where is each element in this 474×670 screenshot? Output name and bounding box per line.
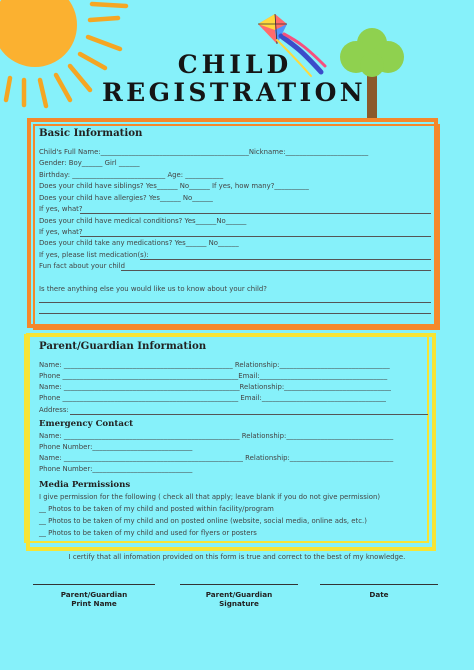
field-child-name[interactable]: Child's Full Name:___________________________________________Nickname:________________________: [39, 148, 369, 156]
field-allergies[interactable]: Does your child have allergies? Yes______ No______: [39, 194, 213, 202]
signature-line[interactable]: [180, 584, 298, 585]
field-parent2-phone[interactable]: Phone ___________________________________________________ Email:____________________________________: [39, 394, 386, 402]
field-parent1-phone[interactable]: Phone ___________________________________________________Email:_____________________________________: [39, 372, 388, 380]
field-parent1-name[interactable]: Name: _________________________________________________ Relationship:________________________________: [39, 361, 390, 369]
media-option-online[interactable]: __ Photos to be taken of my child and on posted online (website, social media, online ads, etc.): [39, 517, 367, 525]
medical-detail-line: [80, 236, 431, 237]
field-fun-fact[interactable]: Fun fact about your child: [39, 262, 125, 270]
anything-else-line-2: [39, 313, 431, 314]
print-name-label: [33, 590, 155, 608]
field-gender[interactable]: Gender: Boy______ Girl ______: [39, 159, 140, 167]
field-emergency2-phone[interactable]: Phone Number:_____________________________: [39, 465, 193, 473]
field-siblings[interactable]: Does your child have siblings? Yes______ No______ If yes, how many?__________: [39, 182, 309, 190]
medication-list-line: [140, 259, 431, 260]
address-line: [70, 414, 428, 415]
print-name-line[interactable]: [33, 584, 155, 585]
anything-else-line-1: [39, 302, 431, 303]
certification-statement: I certify that all infomation provided on this form is true and correct to the best of my knowledge.: [68, 553, 406, 561]
media-permissions-heading: Media Permissions: [39, 480, 131, 490]
media-option-facility[interactable]: __ Photos to be taken of my child and posted within facility/program: [39, 505, 274, 513]
media-permission-intro: I give permission for the following ( check all that apply; leave blank if you do not give permission): [39, 493, 381, 501]
emergency-contact-heading: Emergency Contact: [39, 419, 134, 429]
field-emergency2-name[interactable]: Name: ____________________________________________________ Relationship:______________________________: [39, 454, 394, 462]
date-label: [320, 590, 438, 599]
signature-label-line1: Parent/Guardian: [205, 590, 273, 599]
print-name-label-line2: Print Name: [71, 599, 117, 608]
field-anything-else[interactable]: Is there anything else you would like us to know about your child?: [39, 285, 267, 293]
field-medications[interactable]: Does your child take any medications? Yes______ No______: [39, 239, 239, 247]
media-option-flyers[interactable]: __ Photos to be taken of my child and used for flyers or posters: [39, 529, 257, 537]
print-name-label-line1: Parent/Guardian: [60, 590, 128, 599]
signature-label: [180, 590, 298, 608]
date-label-line1: Date: [369, 590, 389, 599]
field-medication-list[interactable]: If yes, please list medication(s):: [39, 251, 149, 259]
field-emergency1-name[interactable]: Name: ___________________________________________________ Relationship:_______________________________: [39, 432, 394, 440]
page-title-line2: REGISTRATION: [101, 78, 367, 107]
basic-info-heading: Basic Information: [39, 127, 143, 139]
field-birthday[interactable]: Birthday: ___________________________ Age: ___________: [39, 171, 224, 179]
date-line[interactable]: [320, 584, 438, 585]
signature-label-line2: Signature: [219, 599, 259, 608]
field-address[interactable]: Address:: [39, 406, 69, 414]
field-emergency1-phone[interactable]: Phone Number:_____________________________: [39, 443, 193, 451]
fun-fact-line: [121, 270, 431, 271]
field-medical-conditions[interactable]: Does your child have medical conditions? Yes______No______: [39, 217, 247, 225]
allergies-detail-line: [80, 213, 431, 214]
page-title-line1: CHILD: [177, 50, 293, 79]
field-parent2-name[interactable]: Name: ___________________________________________________Relationship:_______________________________: [39, 383, 391, 391]
parent-info-heading: Parent/Guardian Information: [39, 340, 207, 352]
field-medical-detail[interactable]: If yes, what?: [39, 228, 83, 236]
field-allergies-detail[interactable]: If yes, what?: [39, 205, 83, 213]
